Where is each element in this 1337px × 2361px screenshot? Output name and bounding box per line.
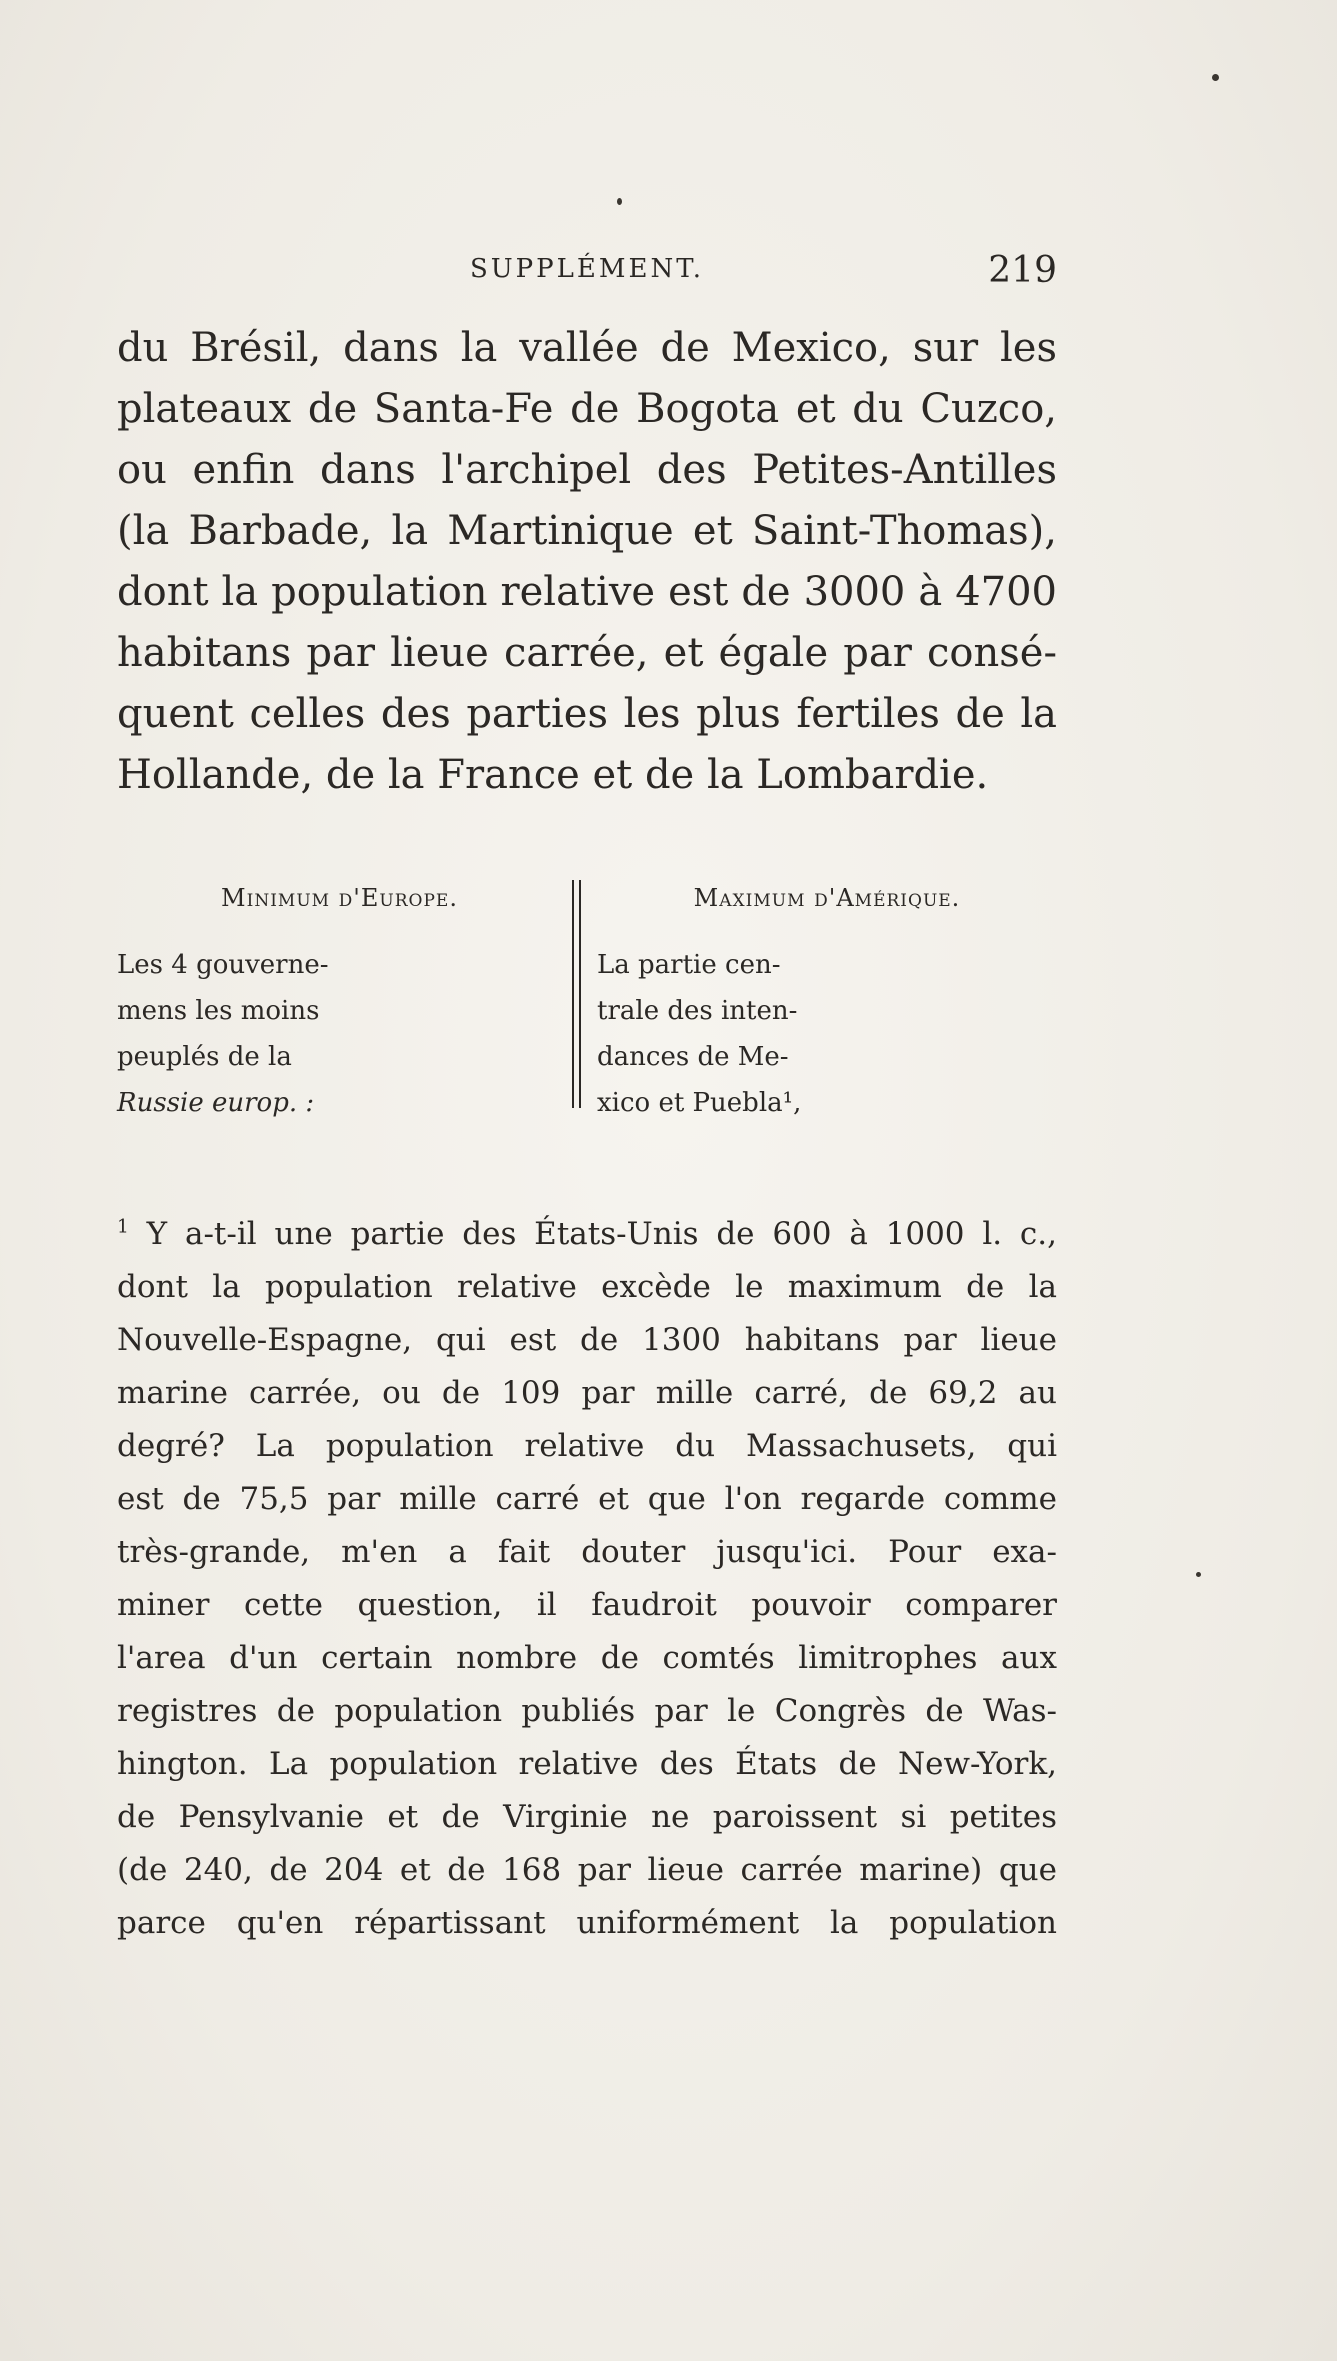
footnote-line: marine carrée, ou de 109 par mille carré, de 69,2 au xyxy=(117,1375,1057,1411)
table-column-europe xyxy=(117,880,562,1126)
table-cell-line: xico et Puebla¹, xyxy=(597,1088,802,1118)
footnote-line: hington. La population relative des États de New-York, xyxy=(117,1746,1057,1782)
body-line: quent celles des parties les plus fertiles de la xyxy=(117,691,1057,737)
ink-speck xyxy=(617,198,622,205)
page-header xyxy=(117,250,1057,300)
footnote-line xyxy=(117,1208,1057,1261)
footnote-line: miner cette question, il faudroit pouvoir comparer xyxy=(117,1587,1057,1623)
footnote-line: Nouvelle-Espagne, qui est de 1300 habitans par lieue xyxy=(117,1322,1057,1358)
column-heading-america: Maximum d'Amérique. xyxy=(693,884,961,912)
ink-speck xyxy=(1196,1572,1201,1577)
footnote-line: très-grande, m'en a fait douter jusqu'ici. Pour exa- xyxy=(117,1534,1057,1570)
body-line: Hollande, de la France et de la Lombardie. xyxy=(117,752,989,798)
body-line: (la Barbade, la Martinique et Saint-Thomas), xyxy=(117,508,1057,554)
footnote xyxy=(117,1208,1057,1950)
footnote-line: degré? La population relative du Massachusets, qui xyxy=(117,1428,1057,1464)
ink-speck xyxy=(1212,74,1219,81)
footnote-line: de Pensylvanie et de Virginie ne paroissent si petites xyxy=(117,1799,1057,1835)
running-head: SUPPLÉMENT. xyxy=(469,254,705,284)
table-cell-line: Les 4 gouverne- xyxy=(117,950,329,980)
body-line: dont la population relative est de 3000 à 4700 xyxy=(117,569,1057,615)
footnote-line: parce qu'en répartissant uniformément la population xyxy=(117,1905,1057,1941)
table-column-america xyxy=(597,880,1057,1126)
body-line: plateaux de Santa-Fe de Bogota et du Cuzco, xyxy=(117,386,1057,432)
table-cell-line: mens les moins xyxy=(117,996,320,1026)
footnote-line: registres de population publiés par le Congrès de Was- xyxy=(117,1693,1057,1729)
body-line: du Brésil, dans la vallée de Mexico, sur les xyxy=(117,325,1057,371)
table-divider xyxy=(579,880,581,1108)
table-cell-line: Russie europ. : xyxy=(117,1088,315,1118)
comparison-table xyxy=(117,880,1057,1118)
page-number: 219 xyxy=(988,250,1057,291)
table-cell-line: La partie cen- xyxy=(597,950,781,980)
table-divider xyxy=(572,880,574,1108)
table-cell-line: trale des inten- xyxy=(597,996,798,1026)
footnote-line-text: Y a-t-il une partie des États-Unis de 600 à 1000 l. c., xyxy=(146,1216,1057,1252)
footnote-marker: 1 xyxy=(117,1216,129,1238)
footnote-line: est de 75,5 par mille carré et que l'on regarde comme xyxy=(117,1481,1057,1517)
body-line: habitans par lieue carrée, et égale par consé- xyxy=(117,630,1057,676)
table-cell-line: peuplés de la xyxy=(117,1042,292,1072)
body-paragraph xyxy=(117,318,1057,806)
table-cell-line: dances de Me- xyxy=(597,1042,789,1072)
footnote-line: dont la population relative excède le maximum de la xyxy=(117,1269,1057,1305)
footnote-line: l'area d'un certain nombre de comtés limitrophes aux xyxy=(117,1640,1057,1676)
footnote-line: (de 240, de 204 et de 168 par lieue carrée marine) que xyxy=(117,1852,1057,1888)
column-heading-europe: Minimum d'Europe. xyxy=(221,884,458,912)
body-line: ou enfin dans l'archipel des Petites-Antilles xyxy=(117,447,1057,493)
